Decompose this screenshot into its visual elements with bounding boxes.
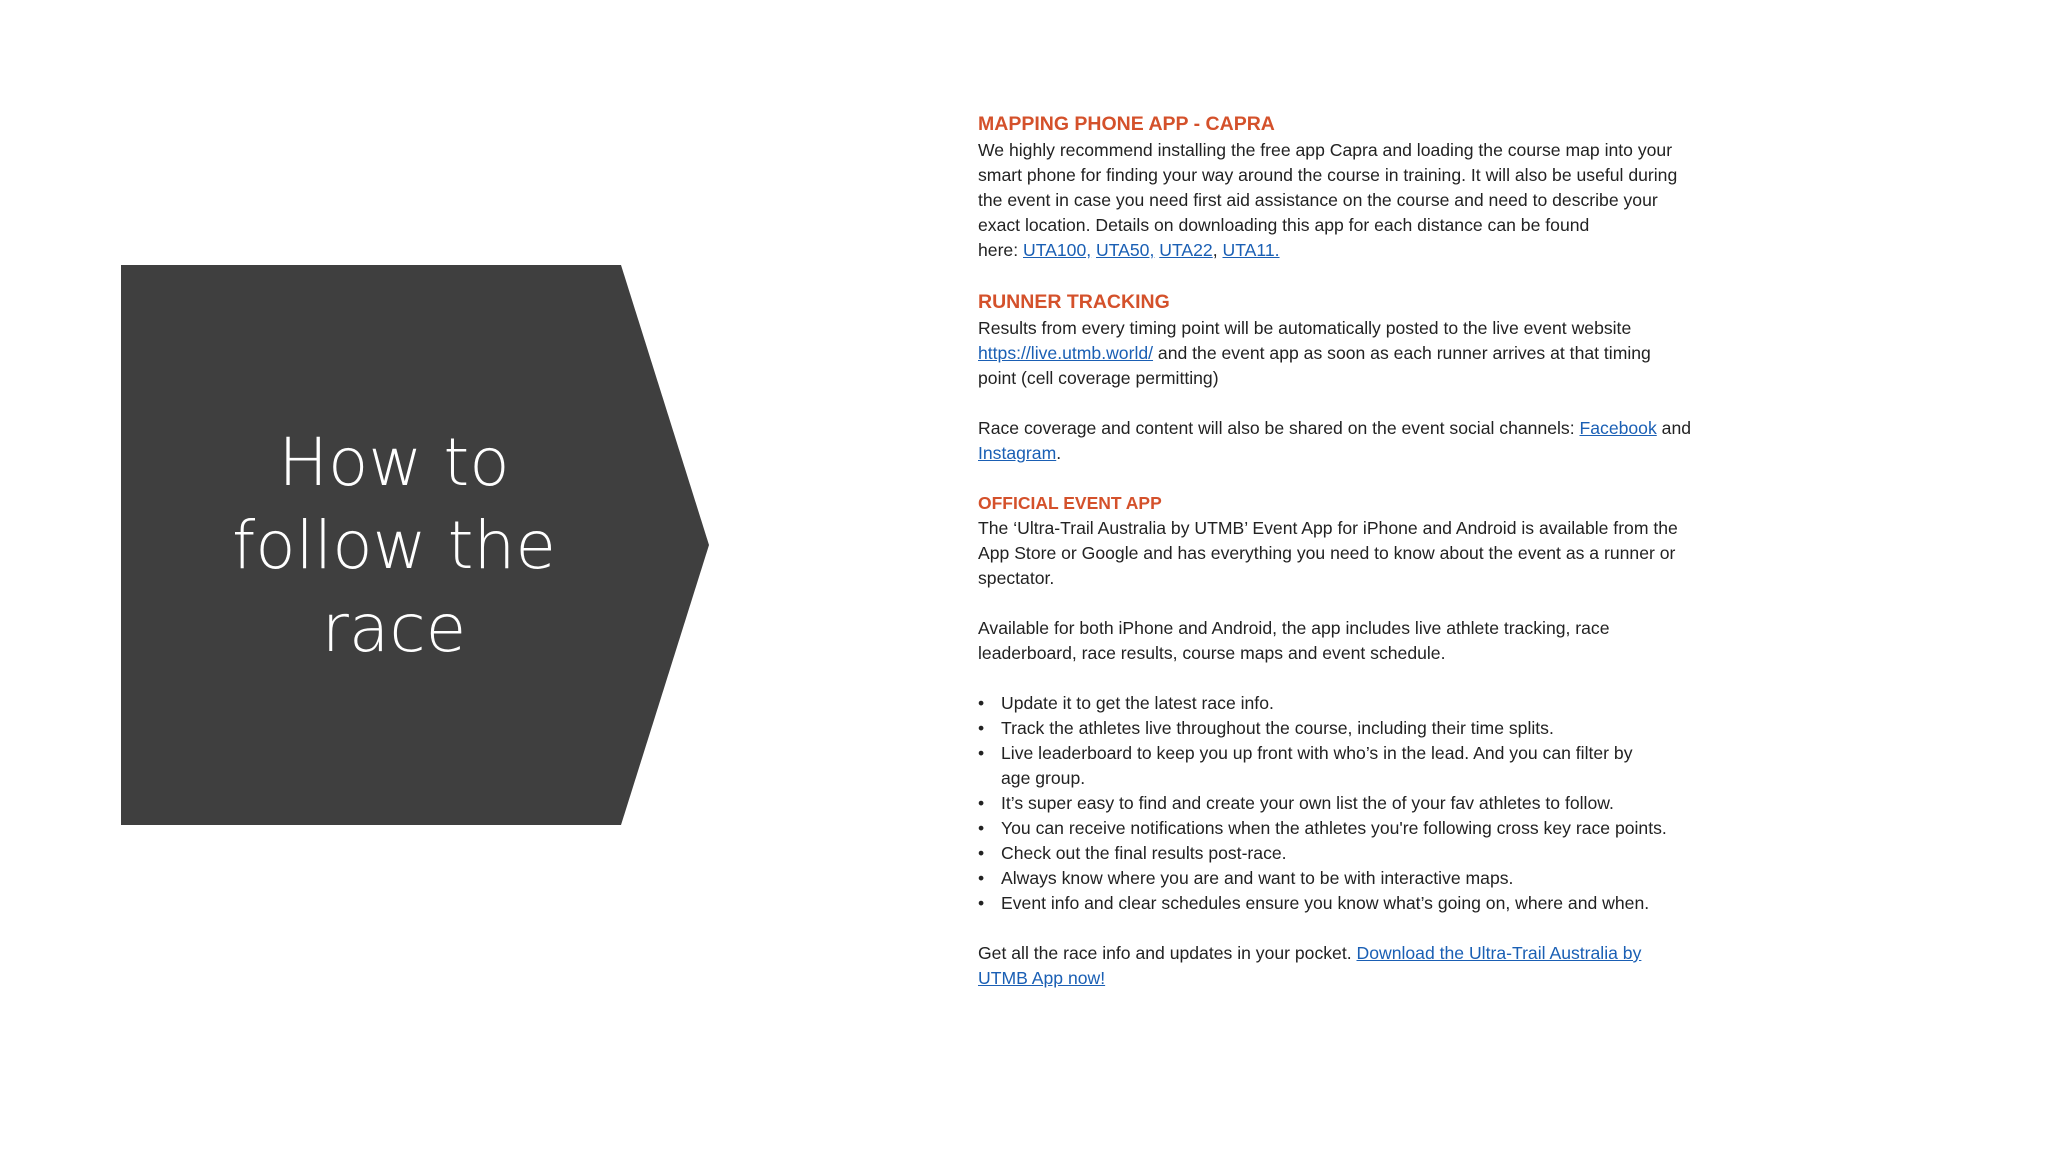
text-line: and the event app as soon as each runner arrives at that timing bbox=[1153, 343, 1651, 363]
text-line: We highly recommend installing the free app Capra and loading the course map into your bbox=[978, 140, 1673, 160]
list-item bbox=[978, 841, 1773, 866]
bullet-icon: • bbox=[978, 693, 985, 713]
tracking-text bbox=[978, 316, 1773, 391]
app-available bbox=[978, 616, 1773, 666]
spacer bbox=[978, 263, 1773, 288]
here-label: here: bbox=[978, 240, 1023, 260]
list-item-text: Check out the final results post-race. bbox=[1001, 843, 1287, 863]
text-line: Results from every timing point will be automatically posted to the live event website bbox=[978, 318, 1632, 338]
list-item bbox=[978, 716, 1773, 741]
bullet-icon: • bbox=[978, 718, 985, 738]
feature-list bbox=[978, 691, 1773, 916]
text-line: smart phone for finding your way around the course in training. It will also be useful during bbox=[978, 165, 1678, 185]
spacer bbox=[978, 666, 1773, 691]
list-item bbox=[978, 891, 1773, 916]
slide-title-line: How to bbox=[278, 423, 510, 501]
slide-title bbox=[121, 265, 667, 825]
list-item-text: age group. bbox=[1001, 768, 1086, 788]
slide-title-line: follow the bbox=[232, 506, 556, 584]
bullet-icon: • bbox=[978, 793, 985, 813]
closing-text bbox=[978, 941, 1773, 991]
bullet-icon: • bbox=[978, 843, 985, 863]
text-line: Race coverage and content will also be shared on the event social channels: bbox=[978, 418, 1580, 438]
spacer bbox=[978, 591, 1773, 616]
uta22-link[interactable]: UTA22 bbox=[1159, 240, 1213, 260]
text-line: the event in case you need first aid assistance on the course and need to describe your bbox=[978, 190, 1658, 210]
bullet-icon: • bbox=[978, 743, 985, 763]
list-item-text: It’s super easy to find and create your own list the of your fav athletes to follow. bbox=[1001, 793, 1614, 813]
bullet-icon: • bbox=[978, 868, 985, 888]
list-item-text: Update it to get the latest race info. bbox=[1001, 693, 1274, 713]
live-utmb-link[interactable]: https://live.utmb.world/ bbox=[978, 343, 1154, 363]
list-item bbox=[978, 741, 1773, 791]
text-line: The ‘Ultra-Trail Australia by UTMB’ Event App for iPhone and Android is available from the bbox=[978, 518, 1678, 538]
download-app-link[interactable]: Download the Ultra-Trail Australia by bbox=[1356, 943, 1642, 963]
text-line: point (cell coverage permitting) bbox=[978, 368, 1219, 388]
list-item-text: You can receive notifications when the athletes you're following cross key race points. bbox=[1001, 818, 1667, 838]
list-item bbox=[978, 816, 1773, 841]
download-app-link-continued[interactable]: UTMB App now! bbox=[978, 968, 1106, 988]
uta50-link[interactable]: UTA50, bbox=[1096, 240, 1155, 260]
list-item-text: Live leaderboard to keep you up front with who’s in the lead. And you can filter by bbox=[1001, 743, 1633, 763]
list-item bbox=[978, 866, 1773, 891]
and-text: and bbox=[1656, 418, 1692, 438]
text-line: exact location. Details on downloading this app for each distance can be found bbox=[978, 215, 1590, 235]
list-item-text: Always know where you are and want to be with interactive maps. bbox=[1001, 868, 1514, 888]
spacer bbox=[978, 391, 1773, 416]
link-separator: , bbox=[1212, 240, 1223, 260]
social-text bbox=[978, 416, 1773, 466]
slide-title-line: race bbox=[321, 589, 467, 667]
text-line: Available for both iPhone and Android, the app includes live athlete tracking, race bbox=[978, 618, 1610, 638]
period-text: . bbox=[1056, 443, 1062, 463]
bullet-icon: • bbox=[978, 893, 985, 913]
document-excerpt bbox=[978, 110, 1773, 991]
capra-heading: MAPPING PHONE APP - CAPRA bbox=[978, 113, 1275, 135]
tracking-heading: RUNNER TRACKING bbox=[978, 291, 1170, 313]
app-intro bbox=[978, 516, 1773, 591]
list-item-text: Track the athletes live throughout the course, including their time splits. bbox=[1001, 718, 1554, 738]
instagram-link[interactable]: Instagram bbox=[978, 443, 1057, 463]
title-chevron bbox=[121, 265, 709, 825]
list-item-text: Event info and clear schedules ensure you know what’s going on, where and when. bbox=[1001, 893, 1650, 913]
uta100-link[interactable]: UTA100, bbox=[1023, 240, 1092, 260]
bullet-icon: • bbox=[978, 818, 985, 838]
list-item bbox=[978, 791, 1773, 816]
text-line: spectator. bbox=[978, 568, 1055, 588]
uta11-link[interactable]: UTA11. bbox=[1222, 240, 1280, 260]
text-line: Get all the race info and updates in your pocket. bbox=[978, 943, 1357, 963]
app-heading: OFFICIAL EVENT APP bbox=[978, 493, 1162, 513]
list-item bbox=[978, 691, 1773, 716]
facebook-link[interactable]: Facebook bbox=[1579, 418, 1657, 438]
capra-text bbox=[978, 138, 1773, 263]
text-line: App Store or Google and has everything you need to know about the event as a runner or bbox=[978, 543, 1676, 563]
spacer bbox=[978, 466, 1773, 491]
spacer bbox=[978, 916, 1773, 941]
text-line: leaderboard, race results, course maps and event schedule. bbox=[978, 643, 1446, 663]
